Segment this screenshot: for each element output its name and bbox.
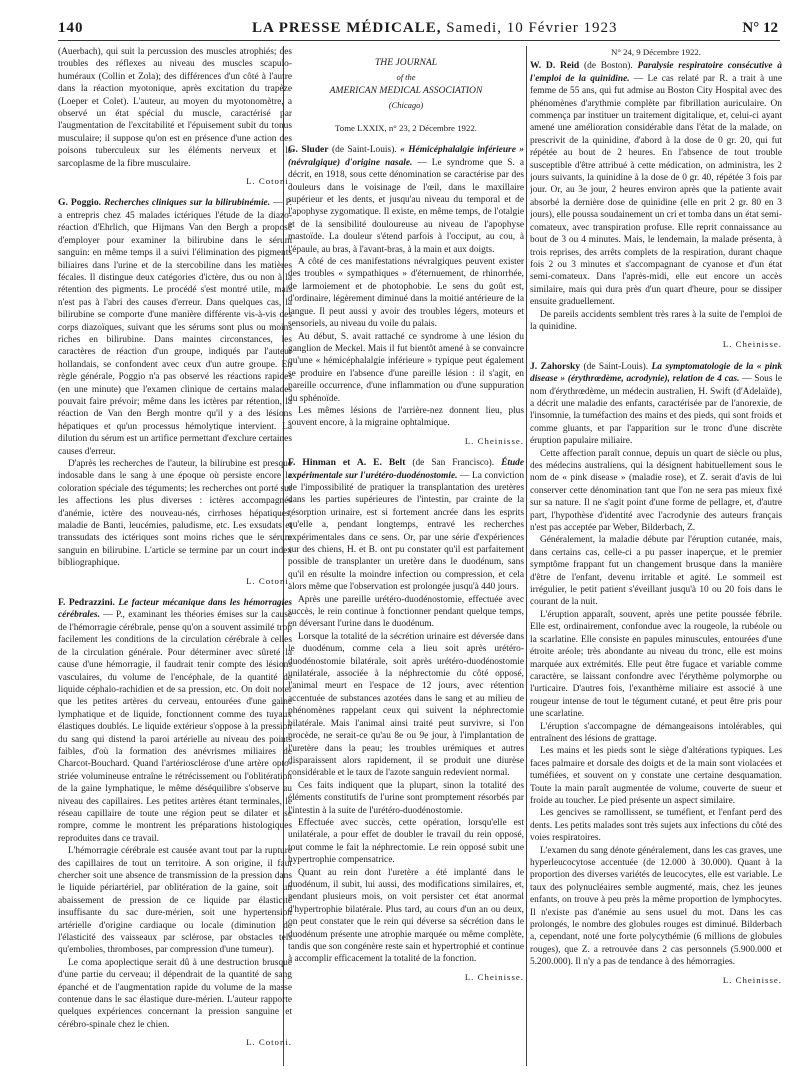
journal-title: LA PRESSE MÉDICALE, Samedi, 10 Février 1923 [252, 20, 618, 36]
signature: L. Cheinisse. [722, 974, 782, 985]
header-rule [58, 40, 780, 41]
article-author: J. Zahorsky [530, 360, 581, 372]
signature: L. Cotoni. [246, 1037, 292, 1048]
paragraph: Ces faits indiquent que la plupart, sinon la totalité des éléments constitutifs de l'urine sont promptement résorbés par l'intestin à la suite de l'urétéro-duodénostomie. [288, 780, 524, 816]
article-hinman-belt: F. Hinman et A. E. Belt (de San Francisco). Étude expérimentale sur l'urétéro-duodénostomie. — La conviction de l'impossibilité de pratiquer la transplantation des uretères dans les parties supérieures de l'intestin, par crainte de la résorption urinaire, est si fortement ancrée dans les esprits qu'elle a, pendant longtemps, entravé les recherches expérimentales dans ce sens. Or, par une série d'expériences sur des chiens, H. et B. ont pu constater qu'il est parfaitement possible de transplanter un uretère dans le duodénum, sans qu'il en résulte la moindre infection ou compression, et cela alors même que l'observation est prolongée jusqu'à 440 jours. Après une pareille urétéro-duodénostomie, effectuée avec succès, le rein continue à fonctionner pendant quelque temps, en déversant l'urine dans le duodénum. Lorsque la totalité de la sécrétion urinaire est déversée dans le duodénum, comme cela a lieu soit après urétéro-duodénostomie bilatérale, soit après urétéro-duodénostomie unilatérale, associée à la néphrectomie du côté opposé, l'animal meurt en l'espace de 12 jours, avec rétention accentuée de substances azotées dans le sang et au milieu de phénomènes rappelant ceux qui suivent la néphrectomie bilatérale. Mais l'animal ainsi traité peut survivre, si l'on procède, ne serait-ce qu'au 8e ou 9e jour, à l'implantation de l'uretère dans la peau; les troubles urémiques et autres disparaissent alors rapidement, il se produit une diurèse considérable et le taux de l'azote sanguin redevient normal. Ces faits indiquent que la plupart, sinon la totalité des éléments constitutifs de l'urine sont promptement résorbés par l'intestin à la suite de l'urétéro-duodénostomie. Effectuée avec succès, cette opération, lorsqu'elle est unilatérale, a pour effet de doubler le travail du rein opposé, tout comme le fait la néphrectomie. Le rein opposé subit une hypertrophie compensatrice. Quant au rein dont l'uretère a été implanté dans le duodénum, il subit, lui aussi, des modifications similaires, et, pendant plusieurs mois, on voit persister cet état anormal d'hypertrophie bilatérale. Plus tard, au cours d'un an ou deux, on peut constater que le rein qui déverse sa sécrétion dans le duodénum présente une atrophie marquée ou même complète, tandis que son congénère reste sain et hypertrophié et continue à accomplir efficacement la totalité de la fonction. L. Cheinisse. [288, 457, 524, 982]
paragraph: L'éruption apparaît, souvent, après une petite poussée fébrile. Elle est, ordinairement, confondue avec la rougeole, la rubéole ou la scarlatine. Elle consiste en papules minuscules, entourées d'une étroite aréole; très abondante au niveau du tronc, elle est moins marquée aux extrémités. Elle peut être fugace et variable comme caractère, se laissant confondre avec l'érythème polymorphe ou l'urticaire. D'autres fois, l'exanthème miliaire est associé à une rougeur intense de tout le tégument cutané, et peut être pris pour une scarlatine. [530, 609, 782, 720]
paragraph: De pareils accidents semblent très rares à la suite de l'emploi de la quinidine. [530, 309, 782, 332]
paragraph: L'éruption s'accompagne de démangeaisons intolérables, qui entraînent des lésions de grattage. [530, 721, 782, 744]
article-sluder: G. Sluder (de Saint-Louis). « Hémicéphalalgie inférieure » (névralgique) d'origine nasale. — Le syndrome que S. a décrit, en 1918, sous cette dénomination se caractérise par des douleurs dans le voisinage de l'œil, dans le maxillaire supérieur et les dents, et jusqu'au niveau du temporal et de l'apophyse zygomatique. Il existe, en même temps, de l'otalgie et de la sensibilité douloureuse au niveau de l'apophyse mastoïde. La douleur s'étend parfois à l'occiput, au cou, à l'épaule, au bras, à l'avant-bras, à la main et aux doigts. A côté de ces manifestations névralgiques peuvent exister des troubles « sympathiques » d'éternuement, de rhinorrhée, de larmoiement et de photophobie. Le sens du goût est, d'ordinaire, légèrement diminué dans la moitié antérieure de la langue. Il peut aussi y avoir des troubles légers, moteurs et sensoriels, au niveau du voile du palais. Au début, S. avait rattaché ce syndrome à une lésion du ganglion de Meckel. Mais il fut bientôt amené à se convaincre qu'une « hémicéphalalgie inférieure » typique peut également se produire en l'absence d'une pareille lésion : il s'agit, en pareille occurrence, d'une inflammation ou d'une suppuration du sphénoïde. Les mêmes lésions de l'arrière-nez donnent lieu, plus souvent encore, à la migraine ophtalmique. L. Cheinisse. [288, 144, 524, 446]
article-poggio: G. Poggio. Recherches cliniques sur la bilirubinémie. — P. a entrepris chez 45 malades ictériques l'étude de la diazo-réaction d'Ehrlich, que Hijmans Van den Bergh a proposé d'employer pour examiner la bilirubine dans le sérum sanguin: en même temps il a suivi l'élimination des pigments biliaires dans l'urine et de la stercobiline dans les matières fécales. Il distingue deux catégories d'ictère, dus ou non à la rétention des pigments. Le procédé s'est montré utile, mais n'est pas à l'abri des causes d'erreur. Dans quelques cas, la bilirubine se comporte d'une manière différente vis-à-vis des corps diazoïques, suivant que les sérums sont plus ou moins riches en bilirubine. Dans maintes circonstances, les caractères de réaction d'un groupe, indiqués par l'auteur hollandais, se confondent avec ceux d'un autre groupe. En règle générale, Poggio n'a pas observé les réactions rapides (en une minute) que l'examen clinique de certains malades pouvait faire prévoir; même dans les ictères par rétention, la réaction de Van den Bergh montre qu'il y a des lésions hépatiques et qu'un processus hémolytique intervient. La dilution du sérum est un artifice permettant d'exclure certaines causes d'erreur. D'après les recherches de l'auteur, la bilirubine est presque indosable dans le sang à une époque où persiste encore la coloration spéciale des téguments; les recherches ont porté sur les affections les plus diverses : ictères accompagnés d'anémie, ictère des nouveau-nés, cirrhoses hépatiques, maladie de Banti, leucémies, paludisme, etc. Les exsudats et transsudats des ictériques sont moins riches que le sérum sanguin en bilirubine. L'article se termine par un court index bibliographique. L. Cotoni. [58, 197, 292, 586]
volume-line: Tome LXXIX, n° 23, 2 Décembre 1922. [335, 123, 477, 133]
issue-line: N° 24, 9 Décembre 1922. [611, 47, 701, 57]
paragraph: Les gencives se ramollissent, se tuméfient, et l'enfant perd des dents. Les petits malades sont très sujets aux infections du côté des voies respiratoires. [530, 808, 782, 844]
article-author: G. Sluder [288, 144, 329, 156]
paragraph: Lorsque la totalité de la sécrétion urinaire est déversée dans le duodénum, comme cela a lieu soit après urétéro-duodénostomie bilatérale, soit après urétéro-duodénostomie unilatérale, associée à la néphrectomie du côté opposé, l'animal meurt en l'espace de 12 jours, avec rétention accentuée de substances azotées dans le sang et au milieu de phénomènes rappelant ceux qui suivent la néphrectomie bilatérale. Mais l'animal ainsi traité peut survivre, si l'on procède, ne serait-ce qu'au 8e ou 9e jour, à l'implantation de l'uretère dans la peau; les troubles urémiques et autres disparaissent alors rapidement, il se produit une diurèse considérable et le taux de l'azote sanguin redevient normal. [288, 631, 524, 779]
journal-heading: THE JOURNAL of the AMERICAN MEDICAL ASSOCIATION (Chicago) [329, 57, 483, 110]
issue-number: N° 12 [742, 20, 778, 36]
page-number: 140 [58, 20, 84, 36]
article-author: F. Pedrazzini. [58, 597, 115, 609]
article-title: La symptomatologie de la « pink disease » (érythrœdème, acrodynie), relation de 4 cas. [530, 361, 782, 385]
paragraph: Au début, S. avait rattaché ce syndrome à une lésion du ganglion de Meckel. Mais il fut bientôt amené à se convaincre qu'une « hémicéphalalgie inférieure » typique peut également se produire en l'absence d'une pareille lésion : il s'agit, en pareille occurrence, d'une inflammation ou d'une suppuration du sphénoïde. [288, 331, 524, 404]
article-author: F. Hinman et A. E. Belt [288, 457, 406, 469]
paragraph: Après une pareille urétéro-duodénostomie, effectuée avec succès, le rein continue à fonctionner pendant quelque temps, en déversant l'urine dans le duodénum. [288, 594, 524, 630]
paragraph: Cette affection paraît connue, depuis un quart de siècle ou plus, des médecins australiens, qui la désignent habituellement sous le nom de « pink disease » (maladie rose), et Z. serait d'avis de lui conserver cette dénomination tant que l'on ne sera pas mieux fixé sur sa nature. Il ne s'agit point d'une forme de pellagre, et, d'autre part, l'hypothèse d'identité avec l'acrodynie des auteurs français n'est pas acceptée par Weber, Bilderbach, Z. [530, 448, 782, 534]
column-1 [58, 46, 292, 1076]
paragraph: Les mêmes lésions de l'arrière-nez donnent lieu, plus souvent encore, à la migraine ophtalmique. [288, 405, 524, 429]
article-zahorsky: J. Zahorsky (de Saint-Louis). La symptomatologie de la « pink disease » (érythrœdème, acrodynie), relation de 4 cas. — Sous le nom d'érythrœdème, un médecin australien, H. Swift (d'Adelaïde), a décrit une maladie des enfants, caractérisée par de l'anorexie, de l'insomnie, la tuméfaction des mains et des pieds, qui sont froids et comme gluants, et par l'apparition sur le tronc d'une discrète éruption papulaire miliaire. Cette affection paraît connue, depuis un quart de siècle ou plus, des médecins australiens, qui la désignent habituellement sous le nom de « pink disease » (maladie rose), et Z. serait d'avis de lui conserver cette dénomination tant que l'on ne sera pas mieux fixé sur sa nature. Il ne s'agit point d'une forme de pellagre, et, d'autre part, l'hypothèse d'identité avec l'acrodynie des auteurs français n'est pas acceptée par Weber, Bilderbach, Z. Généralement, la maladie débute par l'éruption cutanée, mais, dans certains cas, celle-ci a pu passer inaperçue, et le premier symptôme frappant fut un changement brusque dans la manière d'être de l'enfant, devenu irritable et agité. Le sommeil est irrégulier, le petit patient s'éveillant jusqu'à 10 ou 20 fois dans le courant de la nuit. L'éruption apparaît, souvent, après une petite poussée fébrile. Elle est, ordinairement, confondue avec la rougeole, la rubéole ou la scarlatine. Elle consiste en papules minuscules, entourées d'une étroite aréole; très abondante au niveau du tronc, elle est moins marquée aux extrémités. Elle peut être fugace et variable comme caractère, se laissant confondre avec l'érythème polymorphe ou l'urticaire. D'autres fois, l'exanthème miliaire est associé à une rougeur intense de tout le tégument cutané, et peut être pris pour une scarlatine. L'éruption s'accompagne de démangeaisons intolérables, qui entraînent des lésions de grattage. Les mains et les pieds sont le siège d'altérations typiques. Les faces palmaire et dorsale des doigts et de la main sont violacées et tuméfiées, et souvent on y constate une certaine desquamation. Toute la main paraît augmentée de volume, couverte de sueur et froide au toucher. Le pied présente un aspect similaire. Les gencives se ramollissent, se tuméfient, et l'enfant perd des dents. Les petits malades sont très sujets aux infections du côté des voies respiratoires. L'examen du sang dénote généralement, dans les cas graves, une hyperleucocytose accentuée (de 12.000 à 30.000). Quant à la proportion des diverses variétés de leucocytes, elle est variable. Le taux des polynucléaires semble augmenté, mais, chez les jeunes enfants, on trouve à peu près la même proportion de lymphocytes. Il n'existe pas d'anémie au sens usuel du mot. Dans les cas prolongés, le nombre des globules rouges est diminué. Bilderbach a, cependant, noté une forte polycythémie (6 millions de globules rouges), que Z. a retrouvée dans 2 cas personnels (5.900.000 et 5.200.000). Il n'y a pas de tendance à des hémorragies. L. Cheinisse. [530, 360, 782, 985]
column-3 [530, 46, 782, 1076]
signature: L. Cheinisse. [722, 339, 782, 350]
paragraph: D'après les recherches de l'auteur, la bilirubine est presque indosable dans le sang à une époque où persiste encore la coloration spéciale des téguments; les recherches ont porté sur les affections les plus diverses : ictères accompagnés d'anémie, ictère des nouveau-nés, cirrhoses hépatiques, maladie de Banti, leucémies, paludisme, etc. Les exsudats et transsudats des ictériques sont moins riches que le sérum sanguin en bilirubine. L'article se termine par un court index bibliographique. [58, 459, 292, 569]
signature: L. Cheinisse. [464, 435, 524, 446]
column-2 [288, 46, 524, 1076]
signature: L. Cotoni. [246, 176, 292, 187]
paragraph: (Auerbach), qui suit la percussion des muscles atrophiés; des troubles des réflexes au niveau des muscles scapulo-huméraux (Collin et Zola); des différences d'un côté à l'autre dans la réaction myotonique, après excitation du trapèze (Loeper et Colet). L'auteur, au moyen du myotonomètre, a observé un état spécial du muscle, caractérisé par l'augmentation de l'excitabilité et l'épuisement subit du tonus musculaire; il suppose qu'on est en présence d'une action des poisons tuberculeux sur les éléments nerveux et le sarcoplasme de la fibre musculaire. [58, 47, 292, 169]
signature: L. Cotoni. [246, 575, 292, 586]
article-author: W. D. Reid [530, 60, 580, 72]
paragraph: Le coma apoplectique serait dû à une destruction brusque d'une partie du cerveau; il dépendrait de la quantité de sang épanché et de l'augmentation rapide du volume de la masse contenue dans le sac élastique dure-mérien. L'auteur rapporte quelques expériences concernant la pression sanguine et cérébro-spinale chez le chien. [58, 957, 292, 1030]
article-title: Étude expérimentale sur l'urétéro-duodénostomie. [288, 458, 524, 481]
paragraph: Quant au rein dont l'uretère a été implanté dans le duodénum, il subit, lui aussi, des modifications similaires, et, pendant plusieurs mois, on voit persister cet état anormal d'hypertrophie bilatérale. Plus tard, au cours d'un an ou deux, on peut constater que le rein qui déverse sa sécrétion dans le duodénum présente une atrophie marquée ou même complète, tandis que son congénère reste sain et hypertrophié et continue à accomplir efficacement la totalité de la fonction. [288, 867, 524, 965]
paragraph: A côté de ces manifestations névralgiques peuvent exister des troubles « sympathiques » d'éternuement, de rhinorrhée, de larmoiement et de photophobie. Le sens du goût est, d'ordinaire, légèrement diminué dans la moitié antérieure de la langue. Il peut aussi y avoir des troubles légers, moteurs et sensoriels, au niveau du voile du palais. [288, 257, 524, 330]
paragraph: Effectuée avec succès, cette opération, lorsqu'elle est unilatérale, a pour effet de doubler le travail du rein opposé, tout comme le fait la néphrectomie. Le rein opposé subit une hypertrophie compensatrice. [288, 817, 524, 866]
paragraph: L'hémorragie cérébrale est causée avant tout par la rupture des capillaires de tout un territoire. A son origine, il faut chercher soit une absence de transmission de la pression dans le liquide périartériel, par oblitération de la gaine, soit un abaissement de pression de ce liquide par élasticité insuffisante du sac dure-mérien, soit une hypertension artérielle d'origine cardiaque ou locale (diminution de l'élasticité des vaisseaux par sclérose, par obstacles tels qu'embolies, thromboses, par compression d'une tumeur). [58, 846, 292, 956]
paragraph: Les mains et les pieds sont le siège d'altérations typiques. Les faces palmaire et dorsale des doigts et de la main sont violacées et tuméfiées, et souvent on y constate une certaine desquamation. Toute la main paraît augmentée de volume, couverte de sueur et froide au toucher. Le pied présente un aspect similaire. [530, 746, 782, 806]
article-title: Recherches cliniques sur la bilirubinémie. [104, 198, 271, 209]
column-divider [526, 46, 527, 1066]
article-title: « Hémicéphalalgie inférieure » (névralgique) d'origine nasale. [288, 145, 524, 168]
article-reid: W. D. Reid (de Boston). Paralysie respiratoire consécutive à l'emploi de la quinidine. — Le cas relaté par R. a trait à une femme de 55 ans, qui fut admise au Boston City Hospital avec des phénomènes d'arythmie complète par fibrillation auriculaire. On commença par instituer un traitement digitalique, et, celui-ci ayant amené une amélioration considérable dans l'état de la malade, on prescrivit de la quinidine, d'abord à la dose de 0 gr. 20, qui fut répétée au bout de 2 heures. En l'absence de tout trouble susceptible d'être attribué à cette médication, on administra, les 2 jours suivants, la quinidine à la dose de 0 gr. 40, répétée 3 fois par jour. Or, au 3e jour, 2 heures environ après que la patiente avait absorbé la dernière dose de quinidine (elle en prit 2 gr. 80 en 3 jours), elle poussa soudainement un cri et tomba dans un état semi-comateux, avec transpiration profuse. Elle reprit connaissance au bout de 3 ou 4 minutes. Mais, le lendemain, la malade présenta, à trois reprises, des arrêts complets de la respiration, durant chaque fois 2 ou 3 minutes et s'accompagnant de cyanose et d'un état semi-comateux. Dans l'après-midi, elle eut encore un accès similaire, mais qui dura près d'un quart d'heure, pour se dissiper ensuite graduellement. De pareils accidents semblent très rares à la suite de l'emploi de la quinidine. L. Cheinisse. [530, 60, 782, 350]
article-author: G. Poggio. [58, 197, 102, 209]
paragraph: L'examen du sang dénote généralement, dans les cas graves, une hyperleucocytose accentuée (de 12.000 à 30.000). Quant à la proportion des diverses variétés de leucocytes, elle est variable. Le taux des polynucléaires semble augmenté, mais, chez les jeunes enfants, on trouve à peu près la même proportion de lymphocytes. Il n'existe pas d'anémie au sens usuel du mot. Dans les cas prolongés, le nombre des globules rouges est diminué. Bilderbach a, cependant, noté une forte polycythémie (6 millions de globules rouges), que Z. a retrouvée dans 2 cas personnels (5.900.000 et 5.200.000). Il n'y a pas de tendance à des hémorragies. [530, 845, 782, 968]
paragraph: Généralement, la maladie débute par l'éruption cutanée, mais, dans certains cas, celle-ci a pu passer inaperçue, et le premier symptôme frappant fut un changement brusque dans la manière d'être de l'enfant, devenu irritable et agité. Le sommeil est irrégulier, le petit patient s'éveillant jusqu'à 10 ou 20 fois dans le courant de la nuit. [530, 535, 782, 608]
issue-date: Samedi, 10 Février 1923 [446, 20, 618, 36]
article-title: Paralysie respiratoire consécutive à l'emploi de la quinidine. [530, 61, 782, 84]
article-pedrazzini: F. Pedrazzini. Le facteur mécanique dans les hémorragies cérébrales. — P., examinant les théories émises sur la cause de l'hémorragie cérébrale, pense qu'on a souvent assimilé trop facilement les conditions de la circulation cérébrale à celles de la circulation générale. Pour déterminer avec sûreté la cause d'une hémorragie, il faudrait tenir compte des lésions vasculaires, du volume de l'encéphale, de la quantité de liquide céphalo-rachidien et de sa pression, etc. On doit noter que les petites artères du cerveau, entourées d'une gaine lymphatique et de liquide, fonctionnent comme des tuyaux élastiques doublés. Le liquide extérieur s'oppose à la pression du sang qui distend la paroi artérielle au niveau des points faibles, d'où la formation des anévrismes miliaires de Charcot-Bouchard. Quand l'artériosclérose d'une artère opto-striée volumineuse entraîne le rétrécissement ou l'oblitération de la gaine lymphatique, le même déséquilibre s'observe au niveau des capillaires. Les petites artères étant terminales, le réseau capillaire de toute une région peut se dilater et se rompre, comme le montrent les préparations histologiques reproduites dans ce travail. L'hémorragie cérébrale est causée avant tout par la rupture des capillaires de tout un territoire. A son origine, il faut chercher soit une absence de transmission de la pression dans le liquide périartériel, par oblitération de la gaine, soit un abaissement de pression de ce liquide par élasticité insuffisante du sac dure-mérien, soit une hypertension artérielle d'origine cardiaque ou locale (diminution de l'élasticité des vaisseaux par sclérose, par obstacles tels qu'embolies, thromboses, par compression d'une tumeur). Le coma apoplectique serait dû à une destruction brusque d'une partie du cerveau; il dépendrait de la quantité de sang épanché et de l'augmentation rapide du volume de la masse contenue dans le sac élastique dure-mérien. L'auteur rapporte quelques expériences concernant la pression sanguine et cérébro-spinale chez le chien. L. Cotoni. [58, 597, 292, 1048]
article-title: Le facteur mécanique dans les hémorragies cérébrales. [58, 598, 292, 621]
page-header [0, 0, 800, 40]
signature: L. Cheinisse. [464, 971, 524, 982]
